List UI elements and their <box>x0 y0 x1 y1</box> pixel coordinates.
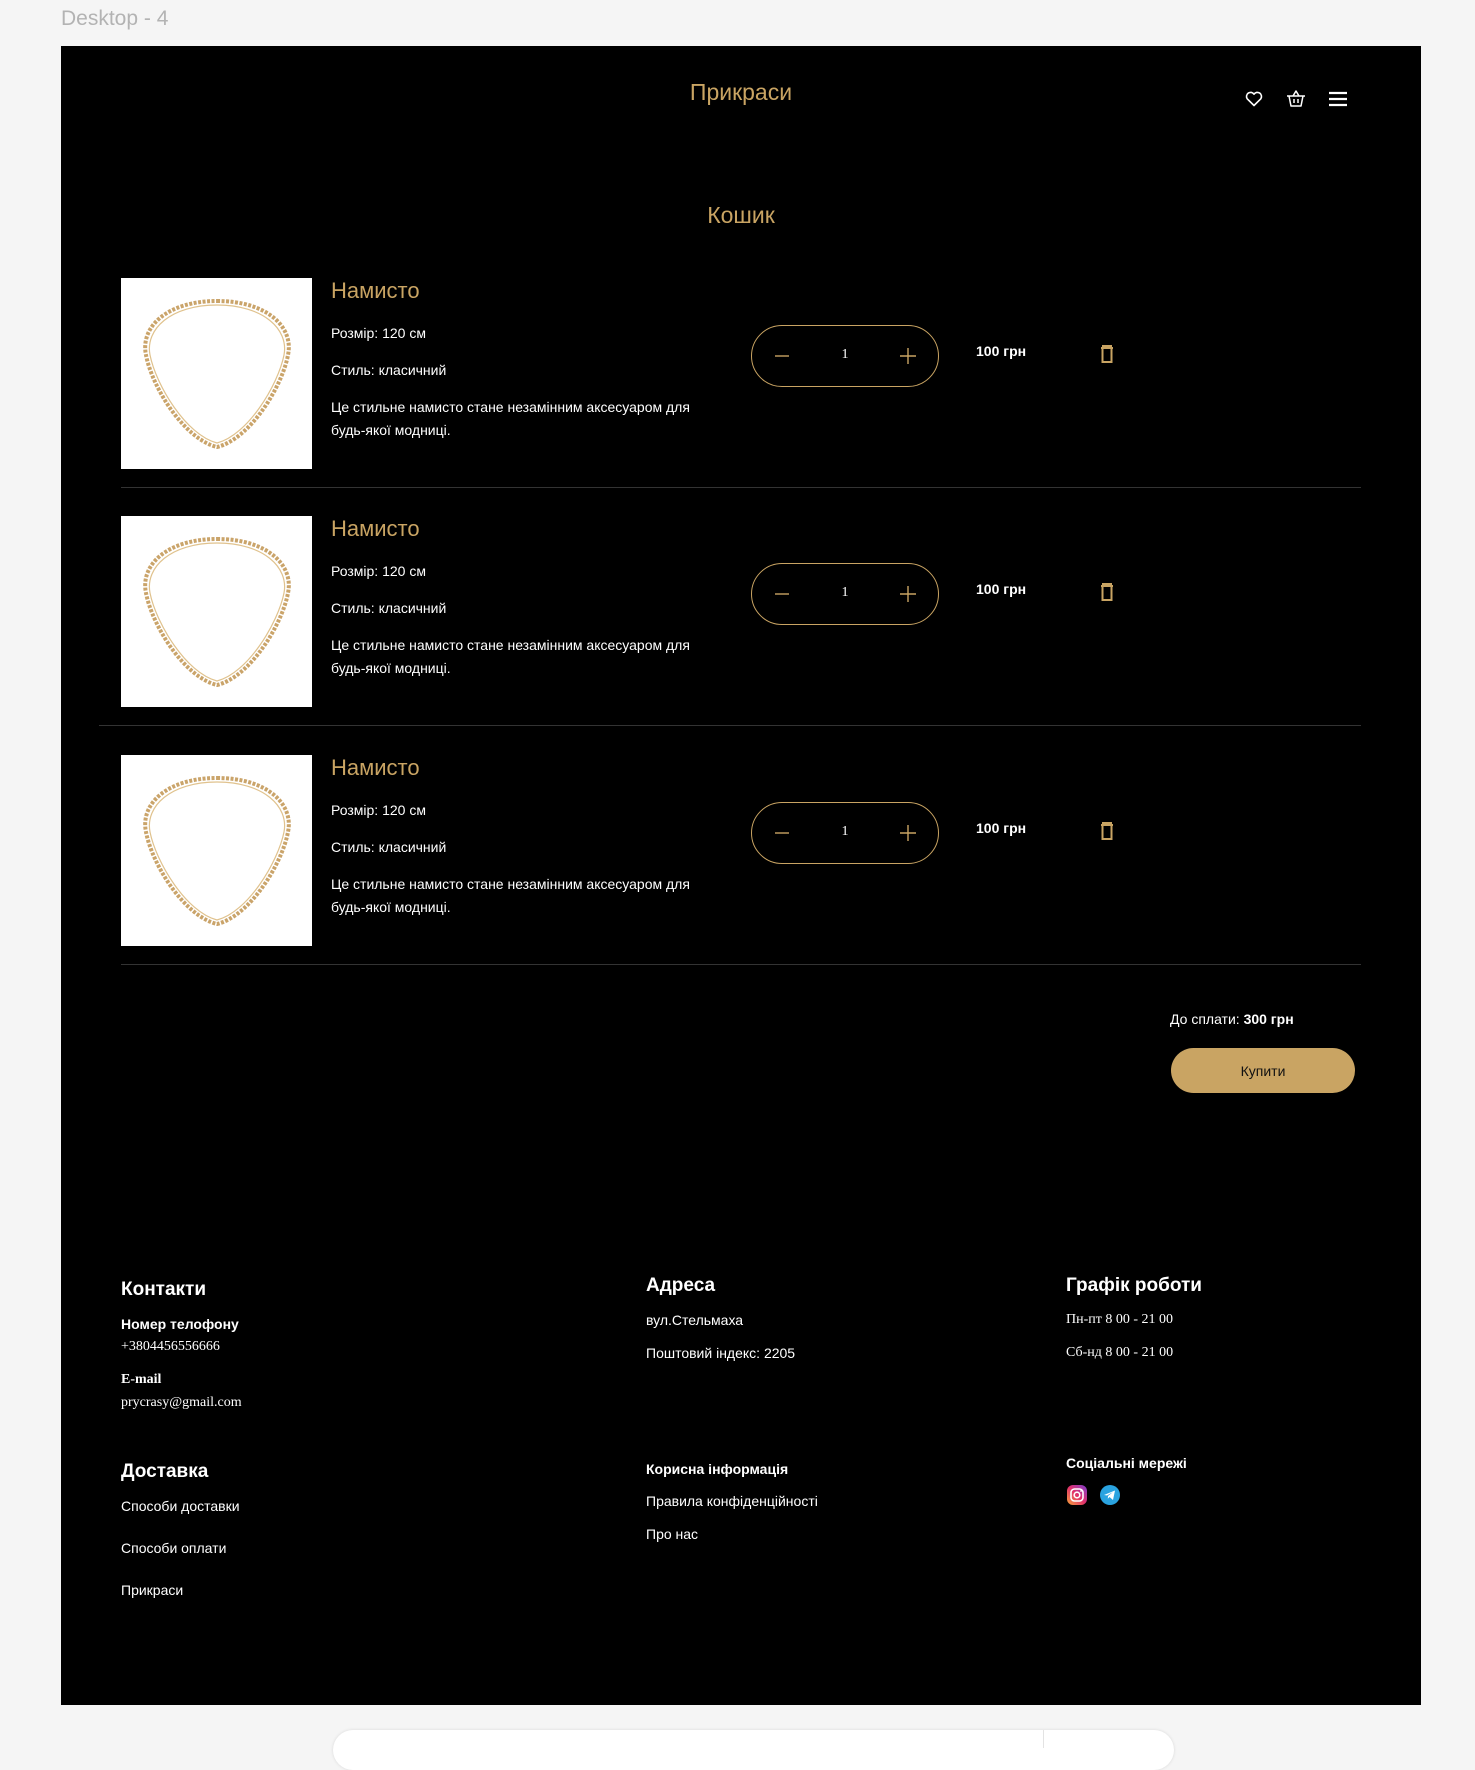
item-name[interactable]: Намисто <box>331 516 420 541</box>
necklace-image[interactable] <box>121 278 312 469</box>
item-divider <box>99 725 1361 726</box>
item-description: Це стильне намисто стане незамінним аксесуаром для будь-якої модниці. <box>331 399 690 438</box>
total-value: 300 грн <box>1243 1011 1294 1027</box>
plus-icon[interactable] <box>892 578 924 610</box>
social-icons <box>1066 1484 1121 1506</box>
cart-total <box>1170 1011 1294 1027</box>
item-divider <box>121 964 1361 965</box>
trash-icon[interactable] <box>1096 343 1118 365</box>
necklace-image[interactable] <box>121 516 312 707</box>
quantity-value[interactable]: 1 <box>841 824 849 839</box>
brand-title[interactable]: Прикраси <box>689 79 793 105</box>
footer-link-about[interactable]: Про нас <box>646 1526 699 1542</box>
address-street: вул.Стельмаха <box>646 1312 744 1328</box>
footer-address-title: Адреса <box>646 1275 716 1296</box>
cart-item <box>121 278 1361 516</box>
item-price: 100 грн <box>976 343 1027 359</box>
quantity-stepper <box>751 802 939 864</box>
buy-button[interactable]: Купити <box>1171 1048 1355 1093</box>
item-divider <box>121 487 1361 488</box>
quantity-stepper <box>751 325 939 387</box>
plus-icon[interactable] <box>892 817 924 849</box>
necklace-image[interactable] <box>121 755 312 946</box>
phone-number[interactable]: +3804456556666 <box>121 1339 220 1354</box>
item-name[interactable]: Намисто <box>331 755 420 780</box>
item-description: Це стильне намисто стане незамінним аксесуаром для будь-якої модниці. <box>331 637 690 676</box>
item-price: 100 грн <box>976 820 1027 836</box>
schedule-weekend: Сб-нд 8 00 - 21 00 <box>1066 1345 1174 1360</box>
item-size: Розмір: 120 см <box>331 563 426 579</box>
address-postcode: Поштовий індекс: 2205 <box>646 1345 796 1361</box>
quantity-value[interactable]: 1 <box>841 347 849 362</box>
item-name[interactable]: Намисто <box>331 278 420 303</box>
header-icons <box>1243 88 1349 110</box>
phone-label: Номер телофону <box>121 1316 239 1332</box>
plus-icon[interactable] <box>892 340 924 372</box>
menu-icon[interactable] <box>1327 88 1349 110</box>
instagram-icon[interactable] <box>1066 1484 1088 1506</box>
footer-link-delivery-methods[interactable]: Способи доставки <box>121 1498 240 1514</box>
page-title: Кошик <box>707 202 775 228</box>
basket-icon[interactable] <box>1285 88 1307 110</box>
bottom-toolbar <box>333 1730 1174 1770</box>
footer-social-title: Соціальні мережі <box>1066 1455 1187 1471</box>
item-style: Стиль: класичний <box>331 839 447 855</box>
schedule-weekdays: Пн-пт 8 00 - 21 00 <box>1066 1312 1174 1327</box>
footer-useful-title: Корисна інформація <box>646 1461 789 1477</box>
footer-schedule-title: Графік роботи <box>1066 1275 1202 1296</box>
quantity-stepper <box>751 563 939 625</box>
page-frame <box>61 46 1421 1705</box>
total-label: До сплати: <box>1170 1011 1240 1027</box>
item-size: Розмір: 120 см <box>331 325 426 341</box>
item-style: Стиль: класичний <box>331 600 447 616</box>
item-description: Це стильне намисто стане незамінним аксесуаром для будь-якої модниці. <box>331 876 690 915</box>
toolbar-separator <box>1043 1730 1044 1748</box>
footer-link-payment-methods[interactable]: Способи оплати <box>121 1540 227 1556</box>
trash-icon[interactable] <box>1096 820 1118 842</box>
item-size: Розмір: 120 см <box>331 802 426 818</box>
footer-contacts-title: Контакти <box>121 1279 207 1300</box>
footer-link-privacy[interactable]: Правила конфіденційності <box>646 1493 818 1509</box>
cart-item <box>121 516 1361 754</box>
trash-icon[interactable] <box>1096 581 1118 603</box>
footer-link-jewelry[interactable]: Прикраси <box>121 1582 184 1598</box>
email-label: E-mail <box>121 1372 162 1387</box>
cart-item <box>121 755 1361 993</box>
heart-icon[interactable] <box>1243 88 1265 110</box>
item-style: Стиль: класичний <box>331 362 447 378</box>
telegram-icon[interactable] <box>1099 1484 1121 1506</box>
item-price: 100 грн <box>976 581 1027 597</box>
email-address[interactable]: prycrasy@gmail.com <box>121 1395 242 1410</box>
footer-delivery-title: Доставка <box>121 1461 209 1482</box>
quantity-value[interactable]: 1 <box>841 585 849 600</box>
frame-label: Desktop - 4 <box>61 7 169 30</box>
